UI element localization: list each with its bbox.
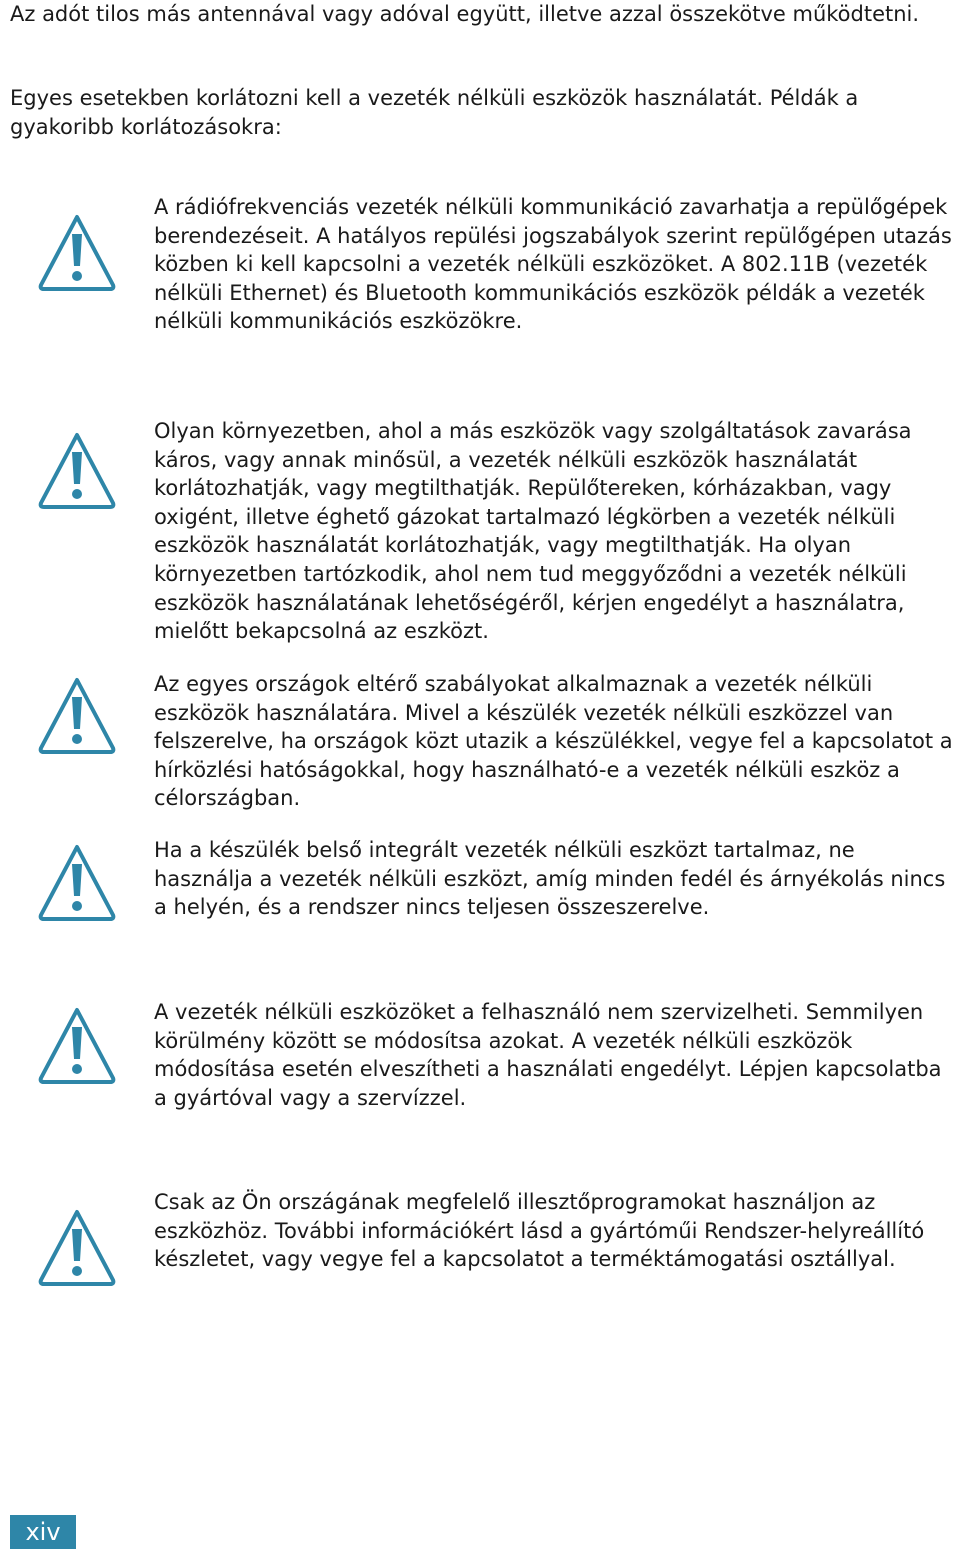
notice-text: Ha a készülék belső integrált vezeték nélküli eszközt tartalmaz, ne használja a vezeték nélküli eszközt, amíg minden fedél és árnyékolás nincs a helyén, és a rendszer nincs teljesen összeszerelve. (154, 838, 946, 920)
warning-icon (36, 843, 118, 923)
notice-text: Csak az Ön országának megfelelő illesztőprogramokat használjon az eszközhöz. További információkért lásd a gyártóműi Rendszer-helyreállító készletet, vagy vegye fel a kapcsolatot a terméktámogatási osztállyal. (154, 1190, 925, 1272)
notice-text: Az egyes országok eltérő szabályokat alkalmaznak a vezeték nélküli eszközök használatára. Mivel a készülék vezeték nélküli eszközzel van felszerelve, ha országok közt utazik a készülékkel, vegye fel a kapcsolatot a hírközlési hatóságokkal, hogy használható-e a vezeték nélküli eszköz a célországban. (154, 672, 953, 811)
warning-icon (36, 1208, 118, 1288)
page-number-badge: xiv (10, 1515, 76, 1549)
warning-icon (36, 213, 118, 293)
warning-icon (36, 431, 118, 511)
warning-icon (36, 1006, 118, 1086)
intro-paragraph-2: Egyes esetekben korlátozni kell a vezeték nélküli eszközök használatát. Példák a gyakoribb korlátozásokra: (10, 86, 859, 139)
intro-paragraph-1: Az adót tilos más antennával vagy adóval együtt, illetve azzal összekötve működtetni. (10, 2, 920, 26)
warning-icon (36, 676, 118, 756)
notice-text: Olyan környezetben, ahol a más eszközök vagy szolgáltatások zavarása káros, vagy annak minősül, a vezeték nélküli eszközök használatát korlátozhatják, vagy megtilthatják. Repülőtereken, kórházakban, vagy oxigént, illetve éghető gázokat tartalmazó légkörben a vezeték nélküli eszközök használatát korlátozhatják, vagy megtilthatják. Ha olyan környezetben tartózkodik, ahol nem tud meggyőződni a vezeték nélküli eszközök használatának lehetőségéről, kérjen engedélyt a használatra, mielőtt bekapcsolná az eszközt. (154, 419, 912, 644)
notice-text: A vezeték nélküli eszközöket a felhasználó nem szervizelheti. Semmilyen körülmény között se módosítsa azokat. A vezeték nélküli eszközök módosítása esetén elveszítheti a használati engedélyt. Lépjen kapcsolatba a gyártóval vagy a szervízzel. (154, 1000, 942, 1110)
notice-text: A rádiófrekvenciás vezeték nélküli kommunikáció zavarhatja a repülőgépek berendezéseit. A hatályos repülési jogszabályok szerint repülőgépen utazás közben ki kell kapcsolni a vezeték nélküli eszközöket. A 802.11B (vezeték nélküli Ethernet) és Bluetooth kommunikációs eszközök példák a vezeték nélküli kommunikációs eszközökre. (154, 195, 952, 334)
